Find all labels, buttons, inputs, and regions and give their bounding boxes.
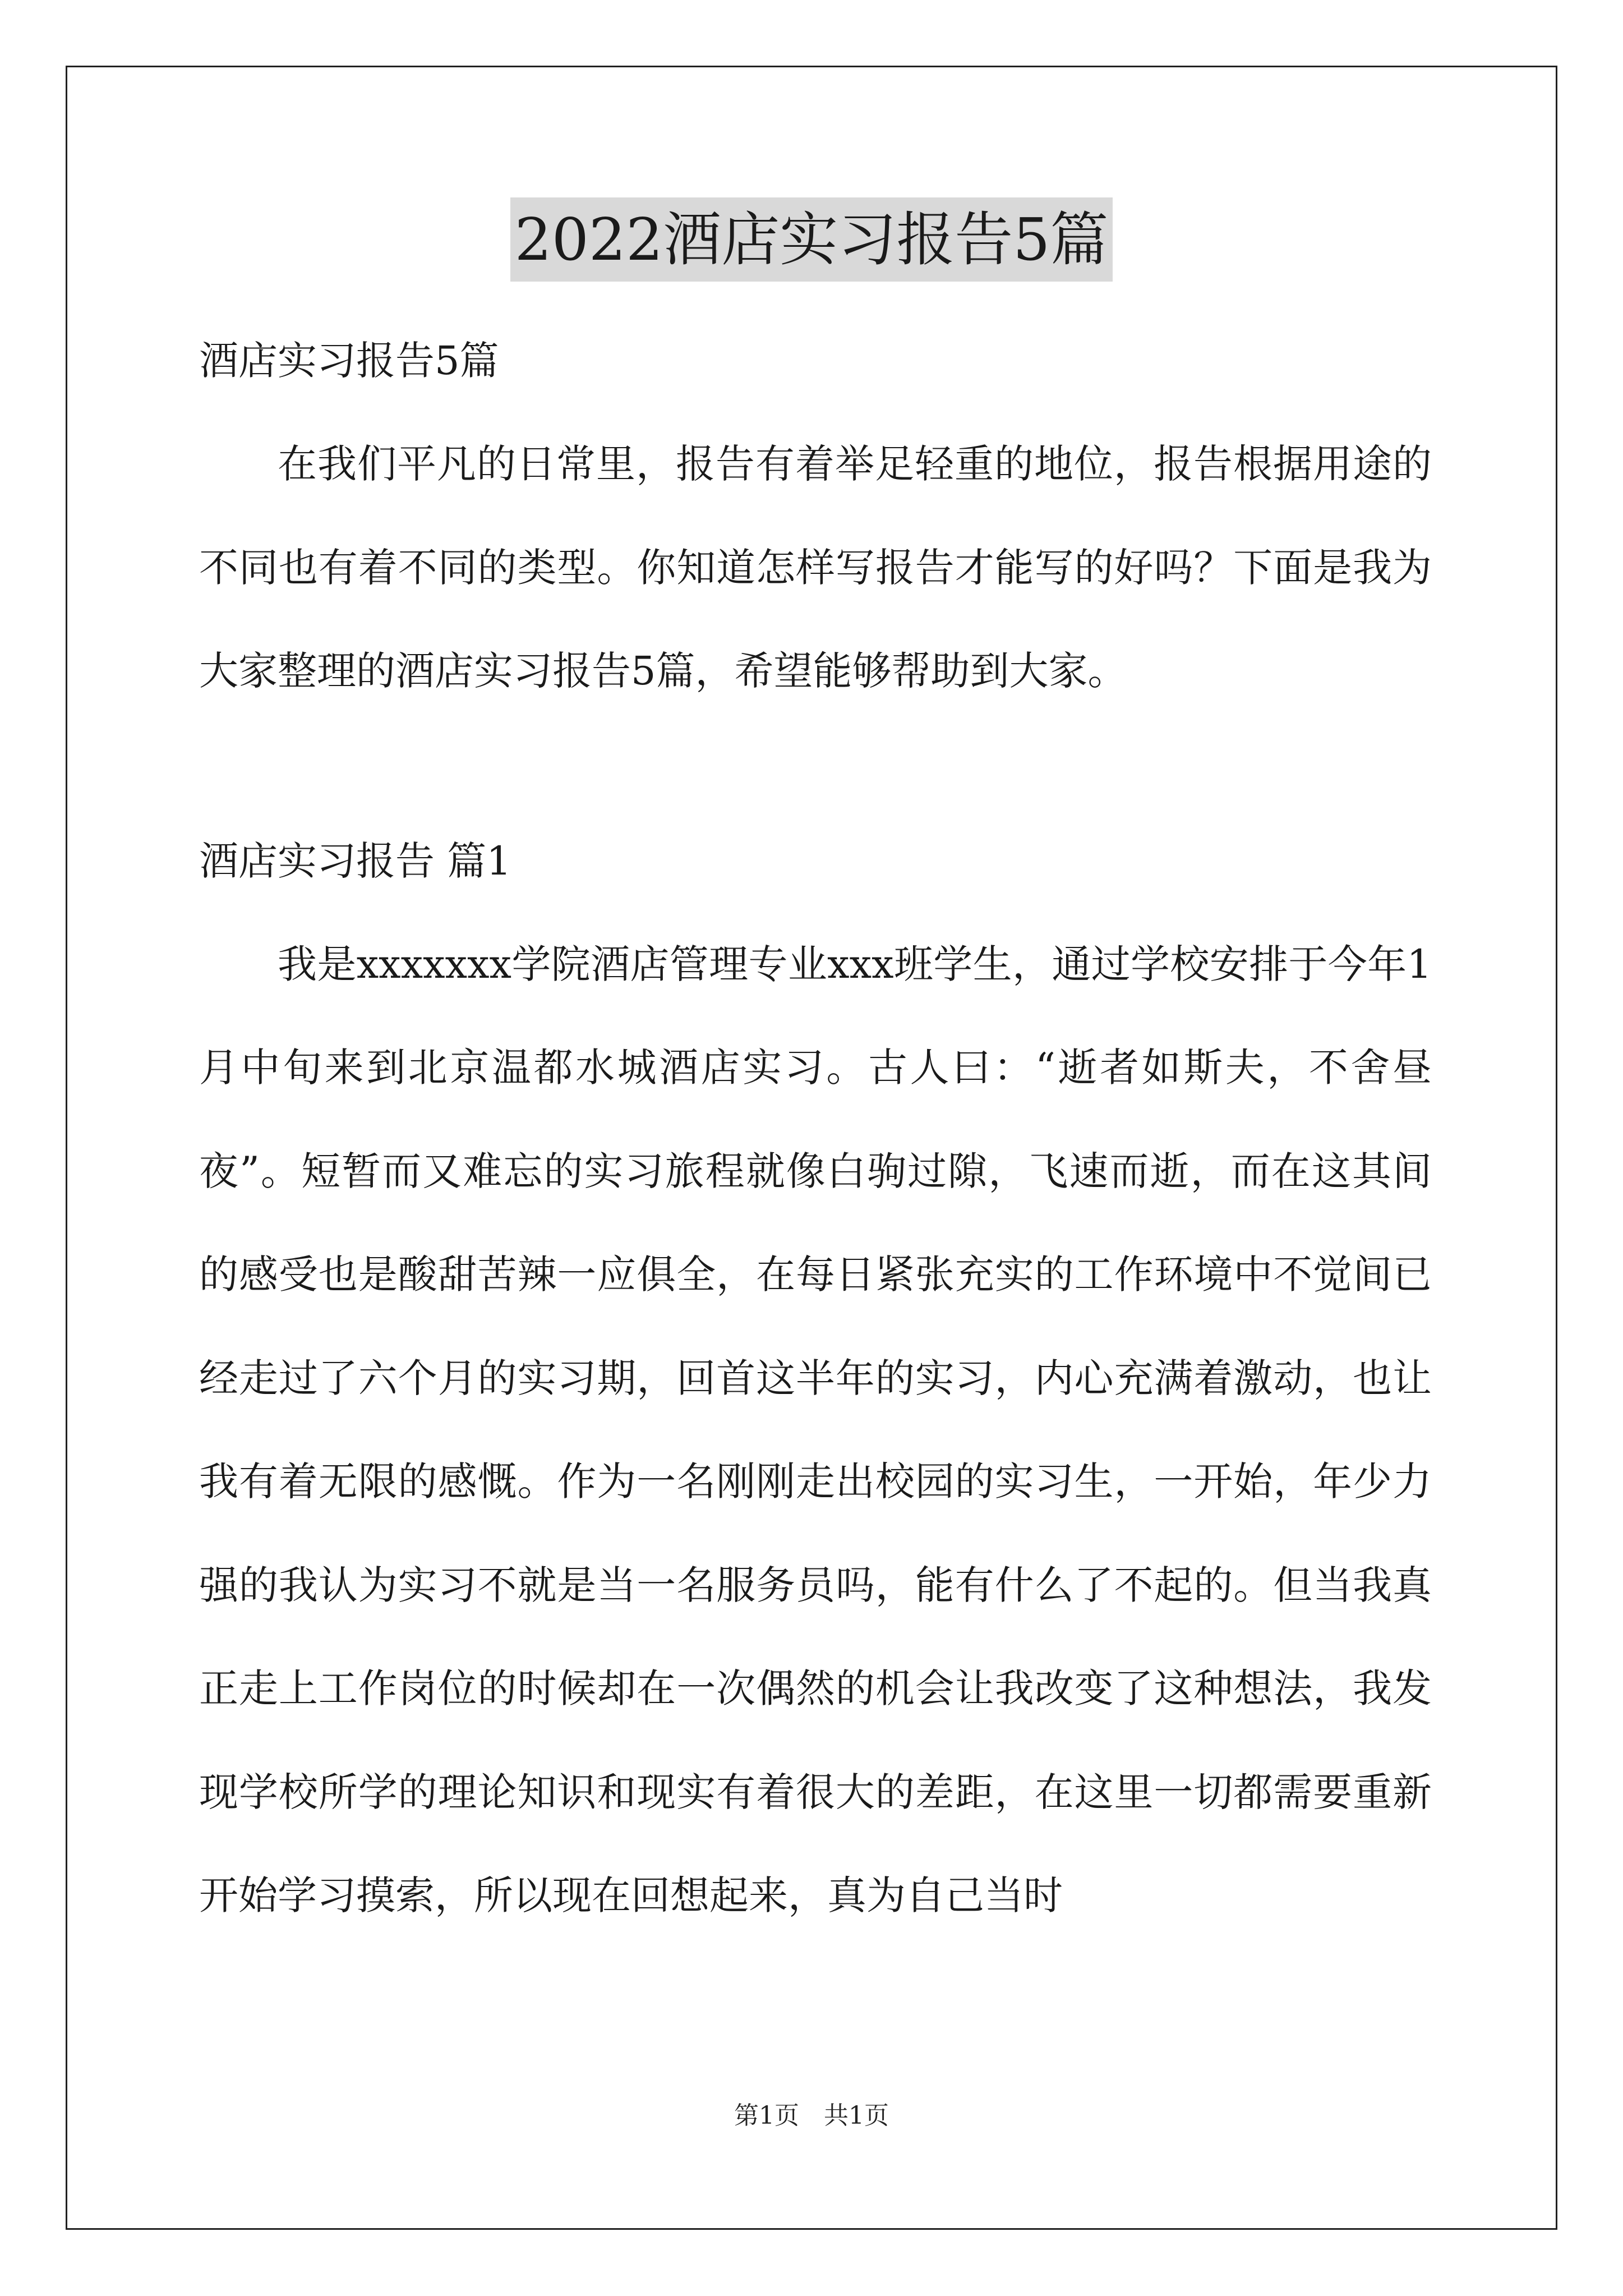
section-paragraph: 我是xxxxxxx学院酒店管理专业xxx班学生，通过学校安排于今年1月中旬来到北京温都水城酒店实习。古人曰：“逝者如斯夫，不舍昼夜”。短暂而又难忘的实习旅程就像白驹过隙，飞速而逝，而在这其间的感受也是酸甜苦辣一应俱全，在每日紧张充实的工作环境中不觉间已经走过了六个月的实习期，回首这半年的实习，内心充满着激动，也让我有着无限的感慨。作为一名刚刚走出校园的实习生，一开始，年少力强的我认为实习不就是当一名服务员吗，能有什么了不起的。但当我真正走上工作岗位的时候却在一次偶然的机会让我改变了这种想法，我发现学校所学的理论知识和现实有着很大的差距，在这里一切都需要重新开始学习摸索，所以现在回想起来，真为自己当时 [199,941,1432,1918]
document-subtitle: 酒店实习报告5篇 [199,338,499,384]
intro-paragraph: 在我们平凡的日常里，报告有着举足轻重的地位，报告根据用途的不同也有着不同的类型。你知道怎样写报告才能写的好吗？下面是我为大家整理的酒店实习报告5篇，希望能够帮助到大家。 [199,441,1432,694]
page-footer: 第1页 共1页 [734,2101,889,2130]
document-title: 2022酒店实习报告5篇 [510,197,1113,282]
document-body [199,306,1432,1948]
spacer [199,889,1432,913]
title-container [0,197,1623,282]
section-heading: 酒店实习报告 篇1 [199,838,511,884]
spacer [199,389,1432,412]
spacer [199,723,1432,806]
